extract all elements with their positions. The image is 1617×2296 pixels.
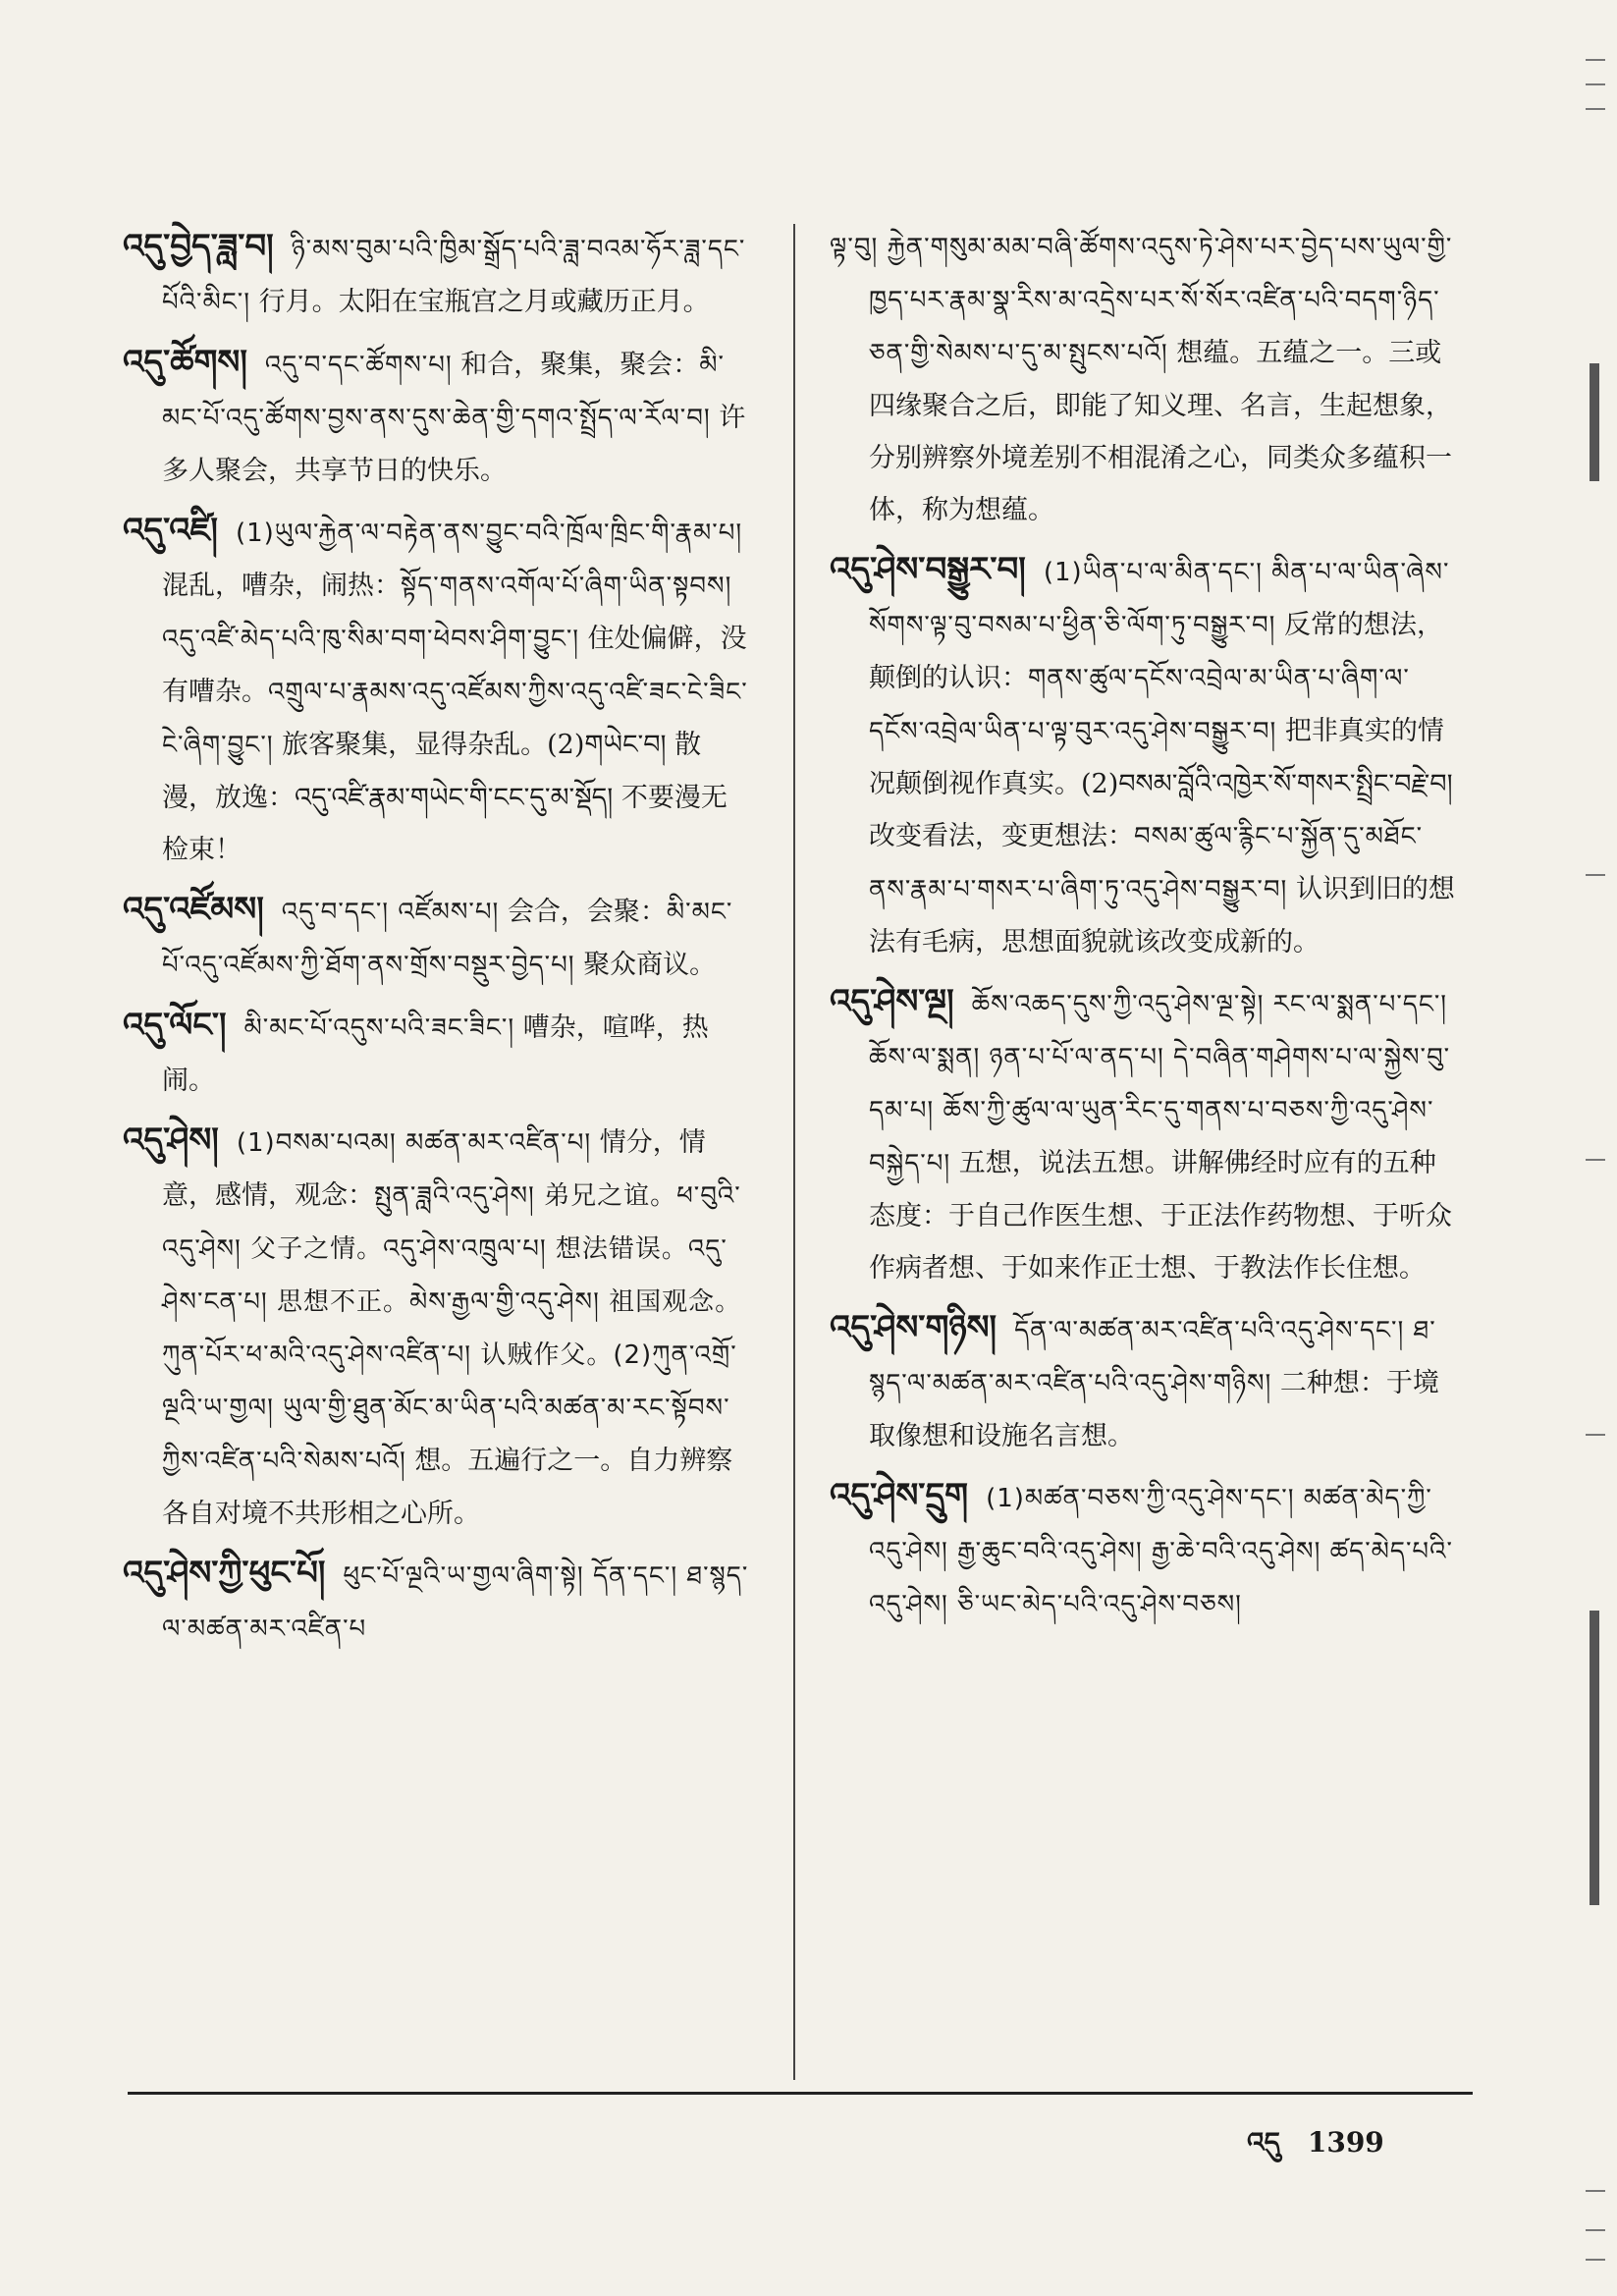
headword: འདུ་ཤེས། [123, 1121, 219, 1160]
chinese-definition: 和合，聚集，聚会： [460, 350, 700, 380]
headword: འདུ་ཤེས་བསྒྱུར་བ། [830, 550, 1026, 589]
left-column [123, 221, 751, 1664]
tibetan-definition: ཆོས་འཆད་དུས་ཀྱི་འདུ་ཤེས་ལྔ་སྟེ། རང་ལ་སྨན་པ་དང་། ཆོས་ལ་སྨན། ཉན་པ་པོ་ལ་ནད་པ། དེ་བཞིན་གཤེགས་པ་ལ་སྐྱེས་བུ་དམ་པ། ཆོས་ཀྱི་ཚུལ་ལ་ཡུན་རིང་དུ་གནས་པ་བཅས་ཀྱི་འདུ་ཤེས་བསྐྱེད་པ། [869, 990, 1451, 1178]
chinese-definition: 情分，情意，感情，观念： [162, 1127, 706, 1211]
tibetan-example: འགྲུལ་པ་རྣམས་འདུ་འཛོམས་ཀྱིས་འདུ་འཛི་ཟང་ངེ་ཟིང་ངེ་ཞིག་བྱུང་། [162, 678, 748, 760]
dictionary-entry [123, 505, 751, 876]
tibetan-example: གནས་ཚུལ་དངོས་འབྲེལ་མ་ཡིན་པ་ཞིག་ལ་དངོས་འབྲེལ་ཡིན་པ་ལྟ་བུར་འདུ་ཤེས་བསྒྱུར་བ། [869, 664, 1410, 746]
scan-edge-marks [1570, 0, 1609, 2296]
tibetan-example: སྟོད་གནས་འགོལ་པོ་ཞིག་ཡིན་སྟབས། འདུ་འཛི་མེད་པའི་ཁུ་སིམ་བག་ཕེབས་ཤིག་བྱུང་། [162, 572, 732, 654]
headword: འདུ་འཛི། [123, 511, 218, 550]
chinese-definition: 混乱，嘈杂，闹热： [162, 571, 401, 601]
tibetan-definition: ཉི་མས་བུམ་པའི་ཁྱིམ་སྒྲོད་པའི་ཟླ་བའམ་ཧོར་ཟླ་དང་པོའི་མིང་། [162, 235, 746, 317]
page-footer [1247, 2111, 1412, 2189]
chinese-definition: 会合，会聚： [507, 897, 667, 927]
section-letter: འདུ [1247, 2126, 1280, 2159]
chinese-definition: 五想，说法五想。讲解佛经时应有的五种态度：于自己作医生想、于正法作药物想、于听众作病者想、于如来作正士想、于教法作长住想。 [869, 1148, 1452, 1284]
headword: འདུ་ཚོགས། [123, 343, 247, 382]
tibetan-definition: (1)ཡུལ་རྐྱེན་ལ་བརྟེན་ནས་བྱུང་བའི་ཁྲོལ་ཁྲིང་གི་རྣམ་པ། [235, 519, 743, 548]
tibetan-example: མི་མང་པོ་འདུ་འཛོམས་ཀྱི་ཐོག་ནས་གྲོས་བསྡུར་བྱེད་པ། [162, 898, 733, 980]
dictionary-entry [123, 1000, 751, 1107]
tibetan-definition: འདུ་བ་དང་ཚོགས་པ། [264, 351, 453, 380]
chinese-example: 聚众商议。 [583, 950, 717, 980]
dictionary-entry-continued [830, 221, 1458, 536]
chinese-example: 想。五遍行之一。自力辨察各自对境不共形相之心所。 [162, 1446, 733, 1529]
headword: འདུ་ཤེས་ལྔ། [830, 982, 954, 1021]
chinese-example: 住处偏僻，没有嘈杂。 [162, 624, 747, 707]
chinese-definition: 二种想：于境取像想和设施名言想。 [869, 1368, 1439, 1451]
headword: འདུ་ཤེས་གཉིས། [830, 1308, 997, 1347]
dictionary-entry [830, 544, 1458, 968]
chinese-example: 旅客聚集，显得杂乱。(2)གཡེང་བ། 散漫，放逸：འདུ་འཛི་རྣམ་གཡེང་གི་ངང་དུ་མ་སྡོད། 不要漫无检束！ [162, 730, 728, 865]
tibetan-definition: ཕུང་པོ་ལྔའི་ཡ་གྱལ་ཞིག་སྟེ། དོན་དང་། ཐ་སྙད་ལ་མཚན་མར་འཛིན་པ [162, 1561, 749, 1644]
tibetan-definition: མི་མང་པོ་འདུས་པའི་ཟང་ཟིང་། [243, 1013, 515, 1043]
headword: འདུ་བྱེད་ཟླ་བ། [123, 227, 274, 266]
tibetan-definition: (1)ཡིན་པ་ལ་མིན་དང་། མིན་པ་ལ་ཡིན་ཞེས་སོགས་ལྟ་བུ་བསམ་པ་ཕྱིན་ཅི་ལོག་ཏུ་བསྒྱུར་བ། [869, 558, 1450, 640]
headword: འདུ་ཤེས་དྲུག [830, 1476, 969, 1515]
chinese-definition: 嘈杂，喧哗，热闹。 [162, 1012, 709, 1096]
chinese-example: 许多人聚会，共享节日的快乐。 [162, 403, 746, 486]
headword: འདུ་ཤེས་ཀྱི་ཕུང་པོ། [123, 1554, 326, 1593]
dictionary-entry [123, 884, 751, 992]
headword: འདུ་འཛོམས། [123, 890, 264, 929]
column-divider [793, 224, 795, 2080]
dictionary-entry [830, 976, 1458, 1294]
chinese-definition: 反常的想法，颠倒的认识： [869, 610, 1443, 693]
tibetan-definition: (1)བསམ་པའམ། མཚན་མར་འཛིན་པ། [236, 1128, 592, 1158]
dictionary-entry [123, 337, 751, 497]
right-column [830, 221, 1458, 1639]
chinese-definition: 想蕴。五蕴之一。三或四缘聚合之后，即能了知义理、名言，生起想象，分别辨察外境差别不相混淆之心，同类众多蕴积一体，称为想蕴。 [869, 338, 1452, 525]
tibetan-definition: འདུ་བ་དང་། འཛོམས་པ། [281, 898, 500, 927]
tibetan-example: བསམ་ཚུལ་རྙིང་པ་སྐྱོན་དུ་མཐོང་ནས་རྣམ་པ་གསར་པ་ཞིག་ཏུ་འདུ་ཤེས་བསྒྱུར་བ། [869, 822, 1424, 904]
tibetan-definition: དོན་ལ་མཚན་མར་འཛིན་པའི་འདུ་ཤེས་དང་། ཐ་སྙད་ལ་མཚན་མར་འཛིན་པའི་འདུ་ཤེས་གཉིས། [869, 1316, 1436, 1398]
chinese-example: 把非真实的情况颠倒视作真实。(2)བསམ་བློའི་འཁྱེར་སོ་གསར་སྤྲིང་བརྗེ་བ། 改变看法，变更想法： [869, 716, 1453, 851]
chinese-example: 认识到旧的想法有毛病，思想面貌就该改变成新的。 [869, 874, 1455, 957]
dictionary-entry [830, 1470, 1458, 1631]
tibetan-example: སྤུན་ཟླའི་འདུ་ཤེས། 弟兄之谊。ཕ་བུའི་འདུ་ཤེས། 父子之情。འདུ་ཤེས་འཁྲུལ་པ། 想法错误。འདུ་ཤེས་ངན་པ། 思想不正。མེས་རྒྱལ་གྱི་འདུ་ཤེས། 祖国观念。ཀུན་པོར་ཕ་མའི་འདུ་ཤེས་འཛིན་པ། 认贼作父。(2)ཀུན་འགྲོ་ལྔའི་ཡ་གྱལ། ཡུལ་གྱི་ཐུན་མོང་མ་ཡིན་པའི་མཚན་མ་རང་སྟོབས་ཀྱིས་འཛིན་པའི་སེམས་པའོ། [162, 1181, 742, 1476]
tibetan-example: མི་མང་པོ་འདུ་ཚོགས་བྱས་ནས་དུས་ཆེན་གྱི་དགའ་སྤྲོད་ལ་རོལ་བ། [162, 351, 726, 433]
page-number: 1399 [1307, 2126, 1384, 2159]
tibetan-definition: (1)མཚན་བཅས་ཀྱི་འདུ་ཤེས་དང་། མཚན་མེད་ཀྱི་འདུ་ཤེས། རྒྱ་ཆུང་བའི་འདུ་ཤེས། རྒྱ་ཆེ་བའི་འདུ་ཤེས། ཚད་མེད་པའི་འདུ་ཤེས། ཅི་ཡང་མེད་པའི་འདུ་ཤེས་བཅས། [869, 1484, 1453, 1619]
headword: འདུ་ལོང་། [123, 1006, 227, 1045]
dictionary-entry [123, 221, 751, 329]
tibetan-definition: ལྟ་བུ། རྐྱེན་གསུམ་མམ་བཞི་ཚོགས་འདུས་ཏེ་ཤེས་པར་བྱེད་པས་ཡུལ་གྱི་ཁྱད་པར་རྣམ་སྣ་རིས་མ་འདྲེས་པར་སོ་སོར་འཛིན་པའི་བདག་ཉིད་ཅན་གྱི་སེམས་པ་དུ་མ་སྤུངས་པའོ། [830, 233, 1453, 368]
chinese-definition: 行月。太阳在宝瓶宫之月或藏历正月。 [258, 287, 710, 317]
dictionary-entry [830, 1302, 1458, 1462]
footer-rule [128, 2092, 1473, 2095]
dictionary-entry [123, 1548, 751, 1656]
dictionary-entry [123, 1115, 751, 1540]
